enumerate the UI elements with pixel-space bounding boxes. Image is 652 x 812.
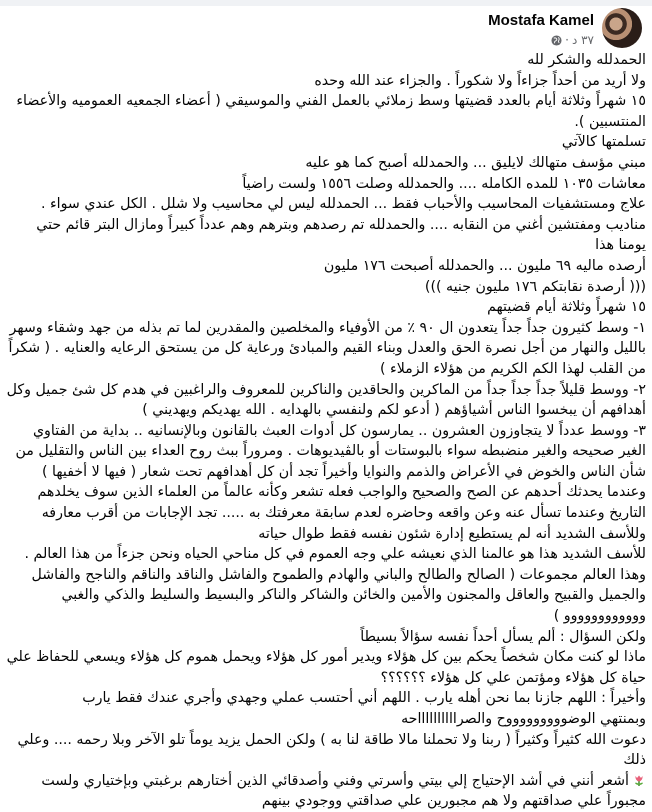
post-line: معاشات ١٠٣٥ للمده الكامله .... والحمدلله وصلت ١٥٥٦ ولست راضياً [242,175,646,192]
post-line: أرصده ماليه ٦٩ مليون ... والحمدلله أصبحت ١٧٦ مليون [323,257,646,274]
post-subline [551,32,594,48]
tulip-icon [632,773,646,787]
post-meta [488,12,594,48]
post-line: وبمنتهي الوضوووووووووح والصرااااااااااحه [401,711,646,727]
post-line: ماذا لو كنت مكان شخصاً يحكم بين كل هؤلاء ويدير أمور كل هؤلاء ويحمل هموم كل هؤلاء ويسعي للحفاظ علي حياة كل هؤلاء ومؤتمن علي كل هؤلاء ؟؟؟؟؟؟ [6,649,646,686]
post-line: وهذا العالم مجموعات ( الصالح والطالح والباني والهادم والطموح والفاشل والناقد والناقم والناجح والفاشل والجميل والقبيح والعاقل والمجنون والأمين والخائن والشاكر والناكر والبسيط والسليط والذكي والغبي وووووووووووو ) [31,566,646,625]
author-name[interactable]: Mostafa Kamel [488,12,594,29]
avatar[interactable] [602,8,642,48]
post-line: وأخيراً : اللهم جازنا بما نحن أهله يارب . اللهم أني أحتسب عملي وجهدي وأجري عندك فقط يارب [82,690,646,707]
post-line: للأسف الشديد هذا هو عالمنا الذي نعيشه علي وجه العموم في كل مناحي الحياه ونحن جزءاً من هذا العالم . [24,546,646,563]
post-line: ((( أرصدة نقابتكم ١٧٦ مليون جنيه ))) [424,278,646,295]
post-timestamp[interactable]: ٣٧ د [571,33,594,47]
post-line-with-emoji [6,771,646,812]
post-line: ١٥ شهراً وثلاثة أيام بالعدد قضيتها وسط زملائي بالعمل الفني والموسيقي ( أعضاء الجمعيه العموميه والأعضاء المنتسبين ). [16,93,646,130]
post-line: دعوت الله كثيراً وكثيراً ( ربنا ولا تحملنا مالا طاقة لنا به ) ولكن الحمل يزيد يوماً تلو الآخر وبلا رحمه .... وعلي ذلك [17,731,646,769]
post-line: أشعر أنني في أشد الإحتياج إلي بيتي وأسرتي وفني وأصدقائي الذين أختارهم برغبتي وبإختياري ولست مجبوراً علي صداقتهم ولا هم مجبورين علي صداقتي ووجودي بينهم [41,772,646,810]
post-line: مناديب ومفتشين أغني من النقابه .... والحمدلله تم رصدهم وبترهم وهم عدداً كبيراً ومازال البتر قائم حتي يومنا هذا [36,216,646,254]
post-header [0,6,652,56]
post-line: علاج ومستشفيات المحاسيب والأحباب فقط ... الحمدلله ليس لي محاسيب ولا شلل . الكل عندي سواء . [40,196,646,213]
post-line: ١- وسط كثيرون جداً جداً يتعدون ال ٩٠ ٪ من الأوفياء والمخلصين والمقدرين لما تم بذله من جهد وشقاء وسهر بالليل والنهار من أجل نصرة الحق والعدل وبناء القيم والمبادئ ورعاية كل من يستحق الرعايه والعنايه . ( شكراً من القلب لهذا الكم الكريم من هؤلاء الزملاء ) [8,319,646,377]
post-line: ١٥ شهراً وثلاثة أيام قضيتهم [487,299,646,316]
globe-icon [551,35,562,46]
post-line: ٢- ووسط قليلاً جداً جداً جداً من الماكرين والحاقدين والناكرين للمعروف والراغبين في هدم كل شئ جميل وكل أهدافهم أن يبخسوا الناس أشياؤهم ( أدعو لكم ولنفسي بالهدايه . الله يهديكم ويهديني ) [6,381,646,419]
facebook-post [0,6,652,812]
post-line: ولكن السؤال : ألم يسأل أحداً نفسه سؤالاً بسيطاً [360,628,646,645]
separator: · [565,33,569,47]
post-line: مبني مؤسف متهالك لايليق ... والحمدلله أصبح كما هو عليه [305,154,646,171]
post-line: ٣- ووسط عدداً لا يتجاوزون العشرون .. يمارسون كل أدوات العبث بالقانون وبالإنسانيه .. بداية من الفتاوي الغير صحيحه والغير منضبطه سواء بالبوستات أو بالڤيديوهات . ومروراً ببث روح العداء بين الناس والتقليل من شأن الناس والخوض في الأعراض والذمم والنوايا وأخيراً تجد أن كل أهدافهم تحت شعار ( فيها لا أخفيها ) وعندما يحدثك أحدهم عن الصح والصحيح والواجب فعله تشعر وكأنه عالماً من العلماء الذين سوف يخلدهم التاريخ وعندما تسأل عنه وعن واقعه وحاضره لعدم سابقة معرفتك به ..... تجد الإجابات من أقرب معارفه وللأسف الشديد أنه لم يستطيع إدارة شئون نفسه فقط طوال حياته [15,422,646,542]
post-body [0,50,652,812]
post-line: تسلمتها كالآتي [561,134,646,151]
post-line: الحمدلله والشكر لله [527,52,646,68]
post-line: ولا أريد من أحداً جزاءاً ولا شكوراً . والجزاء عند الله وحده [314,72,646,89]
